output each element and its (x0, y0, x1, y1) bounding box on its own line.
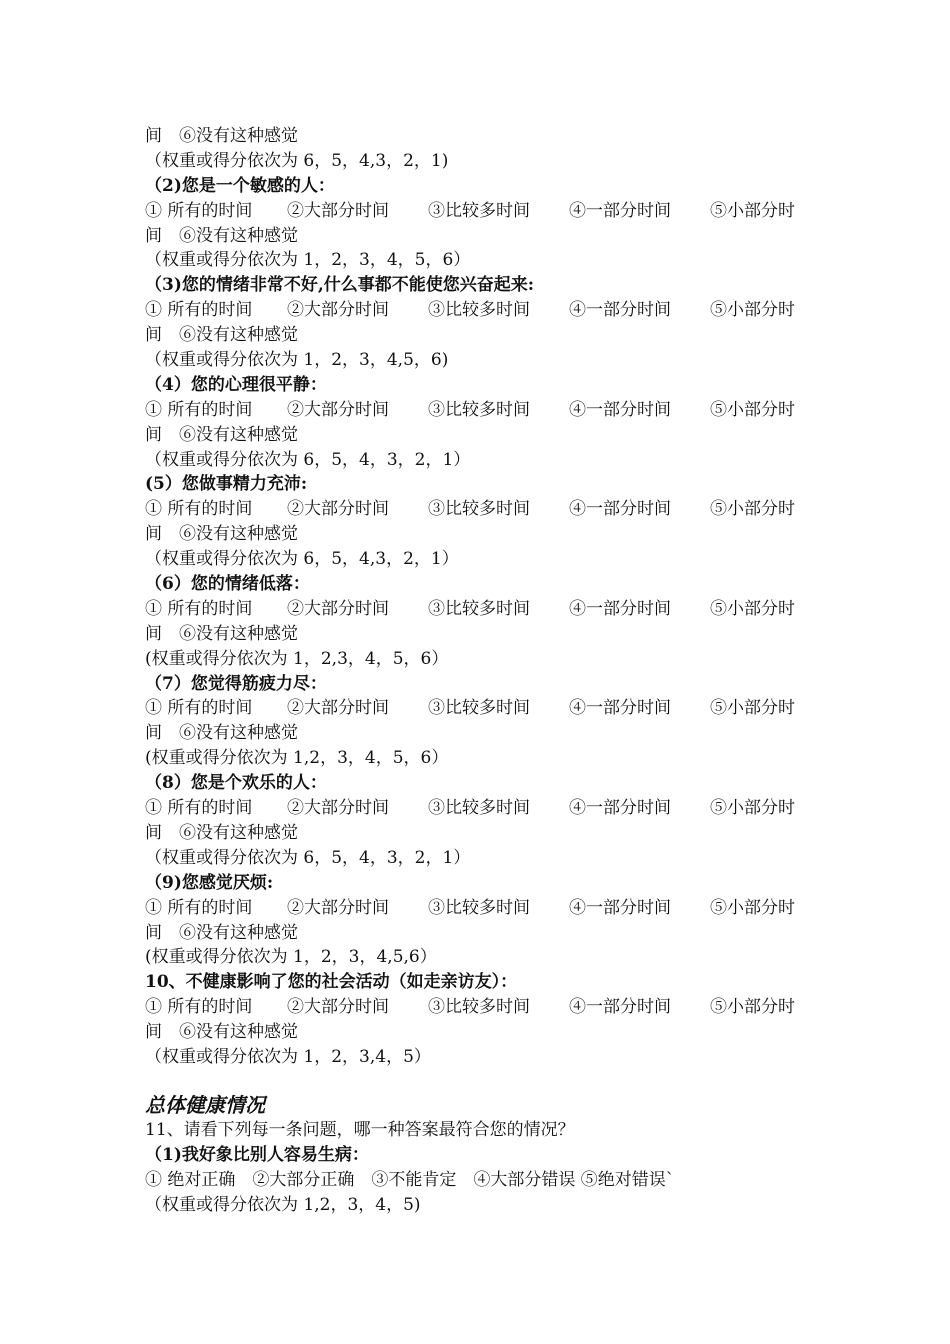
section-intro: 11、请看下列每一条问题，哪一种答案最符合您的情况？ (145, 1119, 575, 1140)
option-5: ⑤小部分时 (710, 399, 795, 420)
question-block (145, 472, 815, 572)
question-title: （6）您的情绪低落： (145, 574, 310, 595)
question-block (145, 970, 815, 1070)
score-line: （权重或得分依次为 1，2，3,4，5） (145, 1046, 431, 1067)
option-1: ① 所有的时间 (145, 300, 253, 321)
option-3: ③比较多时间 (428, 798, 530, 819)
option-2: ②大部分时间 (287, 300, 389, 321)
option-line (145, 995, 815, 1020)
option-1: ① 所有的时间 (145, 598, 253, 619)
option-5: ⑤小部分时 (710, 300, 795, 321)
option-6-line: 间 ⑥没有这种感觉 (145, 623, 298, 644)
option-2: ②大部分时间 (287, 200, 389, 221)
question-block (145, 771, 815, 871)
question-block (145, 871, 815, 971)
option-line (145, 199, 815, 224)
option-3: ③比较多时间 (428, 897, 530, 918)
option-1: ① 所有的时间 (145, 897, 253, 918)
score-line: (权重或得分依次为 1，2,3，4，5，6） (145, 648, 449, 669)
score-line: （权重或得分依次为 6，5，4，3，2，1） (145, 847, 471, 868)
option-line (145, 298, 815, 323)
option-4: ④一部分时间 (569, 300, 671, 321)
option-4: ④一部分时间 (569, 598, 671, 619)
option-5: ⑤小部分时 (710, 499, 795, 520)
option-4: ④一部分时间 (569, 499, 671, 520)
option-1: ① 所有的时间 (145, 499, 253, 520)
question-title: （2)您是一个敏感的人： (145, 175, 335, 196)
question-block (145, 373, 815, 473)
question-title: （8）您是个欢乐的人： (145, 773, 327, 794)
section-title: 总体健康情况 (145, 1092, 265, 1117)
score-line: (权重或得分依次为 1,2，3，4，5，6） (145, 748, 449, 769)
option-3: ③比较多时间 (428, 997, 530, 1018)
question-title: （9)您感觉厌烦: (145, 872, 274, 893)
option-1: ① 所有的时间 (145, 798, 253, 819)
option-5: ⑤小部分时 (710, 997, 795, 1018)
question-title: （7）您觉得筋疲力尽： (145, 673, 327, 694)
option-2: ②大部分时间 (287, 698, 389, 719)
option-4: ④一部分时间 (569, 997, 671, 1018)
option-5: ⑤小部分时 (710, 798, 795, 819)
option-3: ③比较多时间 (428, 698, 530, 719)
option-6-line: 间 ⑥没有这种感觉 (145, 1022, 298, 1043)
question-title: （4）您的心理很平静： (145, 374, 327, 395)
option-4: ④一部分时间 (569, 798, 671, 819)
option-line (145, 398, 815, 423)
option-3: ③比较多时间 (428, 399, 530, 420)
option-line (145, 896, 815, 921)
option-4: ④一部分时间 (569, 698, 671, 719)
option-2: ②大部分时间 (287, 798, 389, 819)
option-2: ②大部分时间 (287, 598, 389, 619)
option-6-line: 间 ⑥没有这种感觉 (145, 922, 298, 943)
option-4: ④一部分时间 (569, 399, 671, 420)
option-5: ⑤小部分时 (710, 698, 795, 719)
option-2: ②大部分时间 (287, 897, 389, 918)
option-line (145, 696, 815, 721)
score-line: （权重或得分依次为 1，2，3，4，5，6） (145, 250, 471, 271)
question-title: 10、不健康影响了您的社会活动（如走亲访友）： (145, 972, 518, 993)
option-5: ⑤小部分时 (710, 598, 795, 619)
score-line: （权重或得分依次为 6，5，4,3，2，1) (145, 150, 449, 171)
option-4: ④一部分时间 (569, 200, 671, 221)
option-5: ⑤小部分时 (710, 897, 795, 918)
question-block (145, 273, 815, 373)
question-title: （1)我好象比别人容易生病： (145, 1144, 369, 1165)
question-block (145, 672, 815, 772)
option-line: ① 绝对正确 ②大部分正确 ③不能肯定 ④大部分错误 ⑤绝对错误` (145, 1169, 675, 1190)
section-spacer (145, 1070, 815, 1092)
option-line (145, 497, 815, 522)
continued-option-line: 间 ⑥没有这种感觉 (145, 126, 298, 146)
option-4: ④一部分时间 (569, 897, 671, 918)
option-3: ③比较多时间 (428, 300, 530, 321)
option-6-line: 间 ⑥没有这种感觉 (145, 822, 298, 843)
question-list (145, 174, 815, 1070)
option-1: ① 所有的时间 (145, 698, 253, 719)
option-6-line: 间 ⑥没有这种感觉 (145, 325, 298, 346)
option-5: ⑤小部分时 (710, 200, 795, 221)
option-3: ③比较多时间 (428, 499, 530, 520)
option-2: ②大部分时间 (287, 399, 389, 420)
option-1: ① 所有的时间 (145, 399, 253, 420)
score-line: （权重或得分依次为 6，5，4，3，2，1） (145, 449, 471, 470)
score-line: (权重或得分依次为 1，2，3，4,5,6） (145, 947, 437, 968)
option-6-line: 间 ⑥没有这种感觉 (145, 524, 298, 545)
option-6-line: 间 ⑥没有这种感觉 (145, 723, 298, 744)
option-line (145, 597, 815, 622)
questionnaire-content (145, 124, 815, 1217)
option-3: ③比较多时间 (428, 598, 530, 619)
option-2: ②大部分时间 (287, 997, 389, 1018)
score-line: （权重或得分依次为 1,2，3，4，5) (145, 1194, 421, 1215)
option-1: ① 所有的时间 (145, 997, 253, 1018)
option-6-line: 间 ⑥没有这种感觉 (145, 424, 298, 445)
question-block (145, 174, 815, 274)
score-line: （权重或得分依次为 1，2，3，4,5，6) (145, 350, 449, 371)
question-title: （3)您的情绪非常不好,什么事都不能使您兴奋起来: (145, 275, 535, 296)
question-title: (5）您做事精力充沛: (145, 474, 308, 495)
score-line: （权重或得分依次为 6，5，4,3，2，1） (145, 549, 459, 570)
option-1: ① 所有的时间 (145, 200, 253, 221)
option-2: ②大部分时间 (287, 499, 389, 520)
question-block (145, 572, 815, 672)
option-line (145, 796, 815, 821)
option-3: ③比较多时间 (428, 200, 530, 221)
option-6-line: 间 ⑥没有这种感觉 (145, 225, 298, 246)
